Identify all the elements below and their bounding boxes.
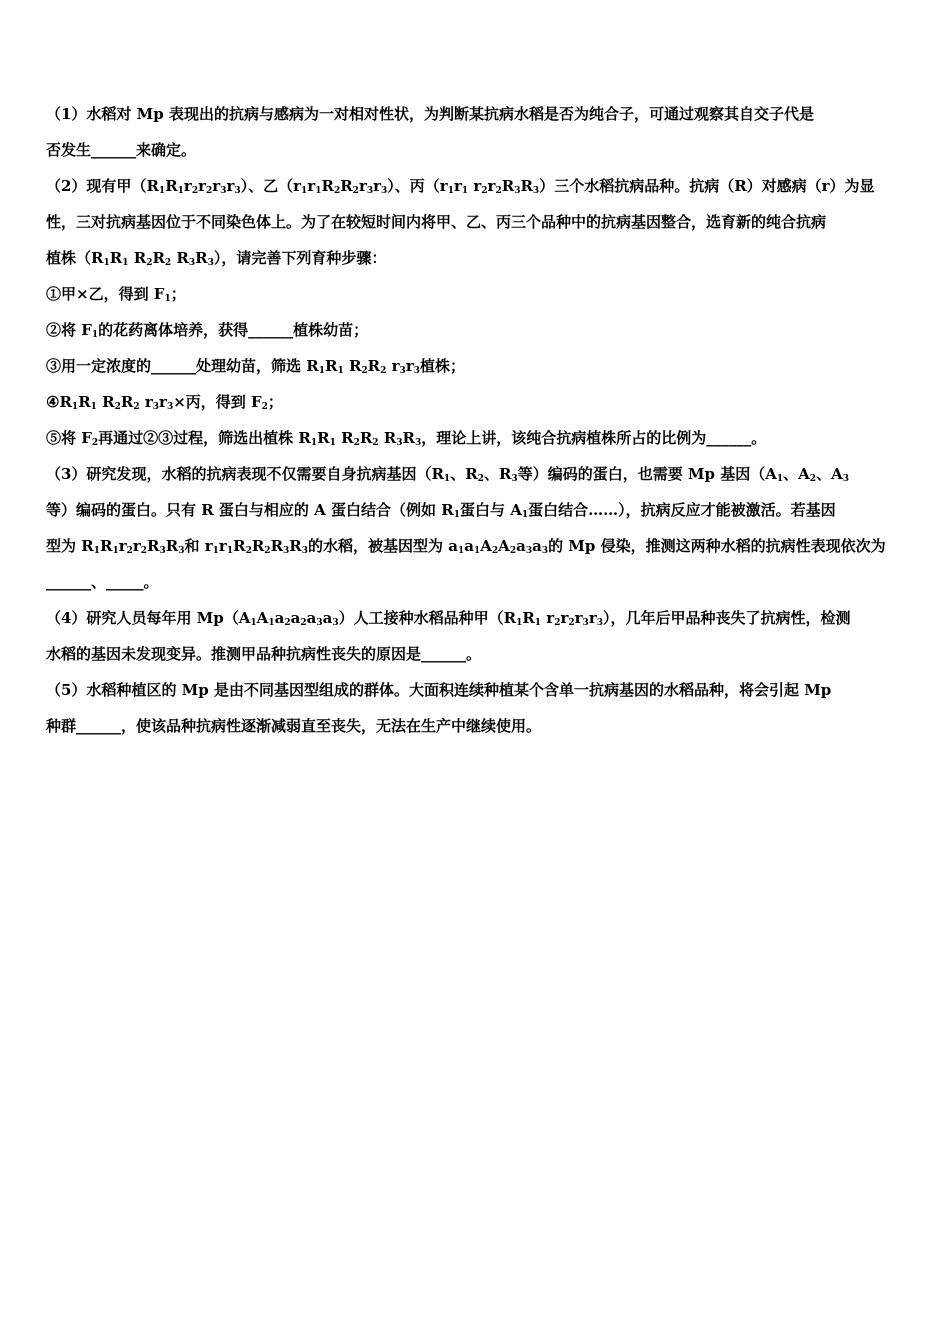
q2-step-3: ③用一定浓度的______处理幼苗，筛选 $R_1R_1$ $R_2R_2$ $r_3r_3$植株； [46,357,465,376]
question-document [46,96,908,744]
q3-line-4: ______、_____。 [46,573,159,591]
question-2 [46,168,908,456]
q3-line-2: 等）编码的蛋白。只有 R 蛋白与相应的 A 蛋白结合（例如 $R_1$蛋白与 $A_1$蛋白结合……），抗病反应才能被激活。若基因 [46,501,836,520]
q3-line-1: （3）研究发现，水稻的抗病表现不仅需要自身抗病基因（$R_1$、$R_2$、$R_3$等）编码的蛋白，也需要 Mp 基因（$A_1$、$A_2$、$A_3$ [46,465,849,484]
q4-line-2: 水稻的基因未发现变异。推测甲品种抗病性丧失的原因是______。 [46,645,482,663]
q5-line-1: （5）水稻种植区的 Mp 是由不同基因型组成的群体。大面积连续种植某个含单一抗病基因的水稻品种，将会引起 Mp [46,681,832,699]
q2-step-4: $④R_1R_1$ $R_2R_2$ $r_3r_3\times$丙，得到 $F_2$； [46,393,283,412]
q3-line-3: 型为 $R_1R_1r_2r_2R_3R_3$和 $r_1r_1R_2R_2R_3R_3$的水稻，被基因型为 $a_1a_1A_2A_2a_3a_3$的 Mp 侵染，推测这两种水稻的抗病性表现依次为 [46,537,886,556]
q2-line-1: （2）现有甲$(R_1R_1r_2r_2r_3r_3)$、乙$(r_1r_1R_2R_2r_3r_3)$、丙（$r_1r_1$ $r_2r_2R_3R_3$）三个水稻抗病品种。抗病（R）对感病（r）为显 [46,177,875,196]
question-5 [46,672,908,744]
question-4 [46,600,908,672]
q2-line-3: 植株（$R_1R_1$ $R_2R_2$ $R_3R_3$），请完善下列育种步骤： [46,249,387,268]
q1-line-1: （1）水稻对 Mp 表现出的抗病与感病为一对相对性状，为判断某抗病水稻是否为纯合子，可通过观察其自交子代是 [46,105,814,123]
q5-line-2: 种群______，使该品种抗病性逐渐减弱直至丧失，无法在生产中继续使用。 [46,717,542,735]
q2-step-1: ①甲×乙，得到 $F_1$； [46,285,186,304]
q4-line-1: （4）研究人员每年用 $Mp(A_1A_1a_2a_2a_3a_3)$人工接种水稻品种甲（$R_1R_1$ $r_2r_2r_3r_3$），几年后甲品种丧失了抗病性，检测 [46,609,851,628]
q1-line-2: 否发生______来确定。 [46,141,197,159]
q2-step-2: ②将 $F_1$的花药离体培养，获得______植株幼苗； [46,321,369,340]
q2-line-2: 性，三对抗病基因位于不同染色体上。为了在较短时间内将甲、乙、丙三个品种中的抗病基因整合，选育新的纯合抗病 [46,213,827,231]
question-1 [46,96,908,168]
q2-step-5: ⑤将 $F_2$再通过②③过程，筛选出植株 $R_1R_1$ $R_2R_2$ $R_3R_3$，理论上讲，该纯合抗病植株所占的比例为______。 [46,429,767,448]
question-3 [46,456,908,600]
